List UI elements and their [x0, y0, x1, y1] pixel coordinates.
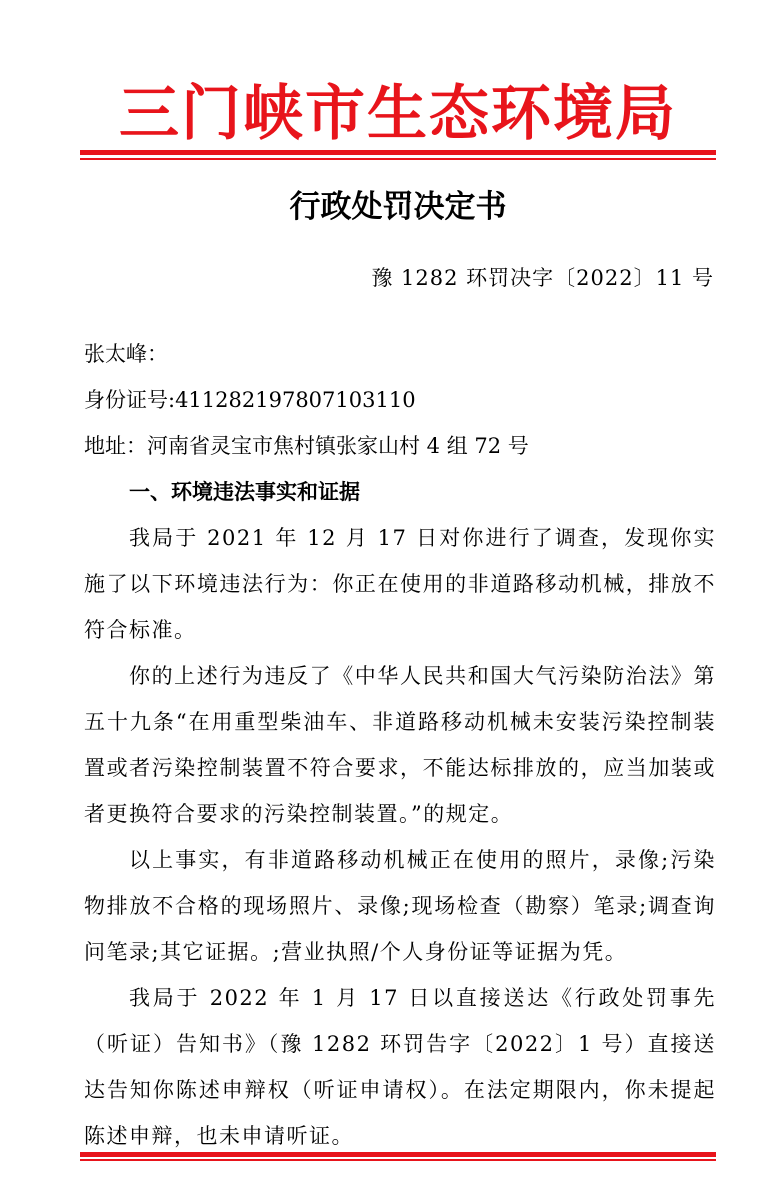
header-rule-thick — [80, 150, 716, 155]
party-address: 地址：河南省灵宝市焦村镇张家山村 4 组 72 号 — [84, 434, 529, 458]
party-id-number: 身份证号:411282197807103110 — [84, 388, 416, 412]
paragraph-evidence: 以上事实，有非道路移动机械正在使用的照片，录像;污染物排放不合格的现场照片、录像;现场检查（勘察）笔录;调查询问笔录;其它证据。;营业执照/个人身份证等证据为凭。 — [84, 848, 716, 964]
footer-rule-thin — [80, 1159, 716, 1161]
party-name: 张太峰： — [84, 342, 168, 366]
paragraph-investigation: 我局于 2021 年 12 月 17 日对你进行了调查，发现你实施了以下环境违法行为：你正在使用的非道路移动机械，排放不符合标准。 — [84, 526, 716, 642]
section-heading: 一、环境违法事实和证据 — [129, 480, 360, 504]
agency-name: 三门峡市生态环境局 — [119, 79, 677, 149]
document-number: 豫 1282 环罚决字〔2022〕11 号 — [371, 266, 714, 290]
header-rule-thin — [80, 158, 716, 160]
paragraph-notification: 我局于 2022 年 1 月 17 日以直接送达《行政处罚事先（听证）告知书》（豫 1282 环罚告字〔2022〕1 号）直接送达告知你陈述申辩权（听证申请权）。在法定期限内，你未提起陈述申辩，也未申请听证。 — [84, 986, 716, 1148]
paragraph-violation: 你的上述行为违反了《中华人民共和国大气污染防治法》第五十九条“在用重型柴油车、非道路移动机械未安装污染控制装置或者污染控制装置不符合要求，不能达标排放的，应当加装或者更换符合要求的污染控制装置。”的规定。 — [84, 664, 716, 826]
document-title: 行政处罚决定书 — [289, 189, 507, 225]
footer-rule-thick — [80, 1152, 716, 1157]
document-body — [84, 331, 716, 1159]
